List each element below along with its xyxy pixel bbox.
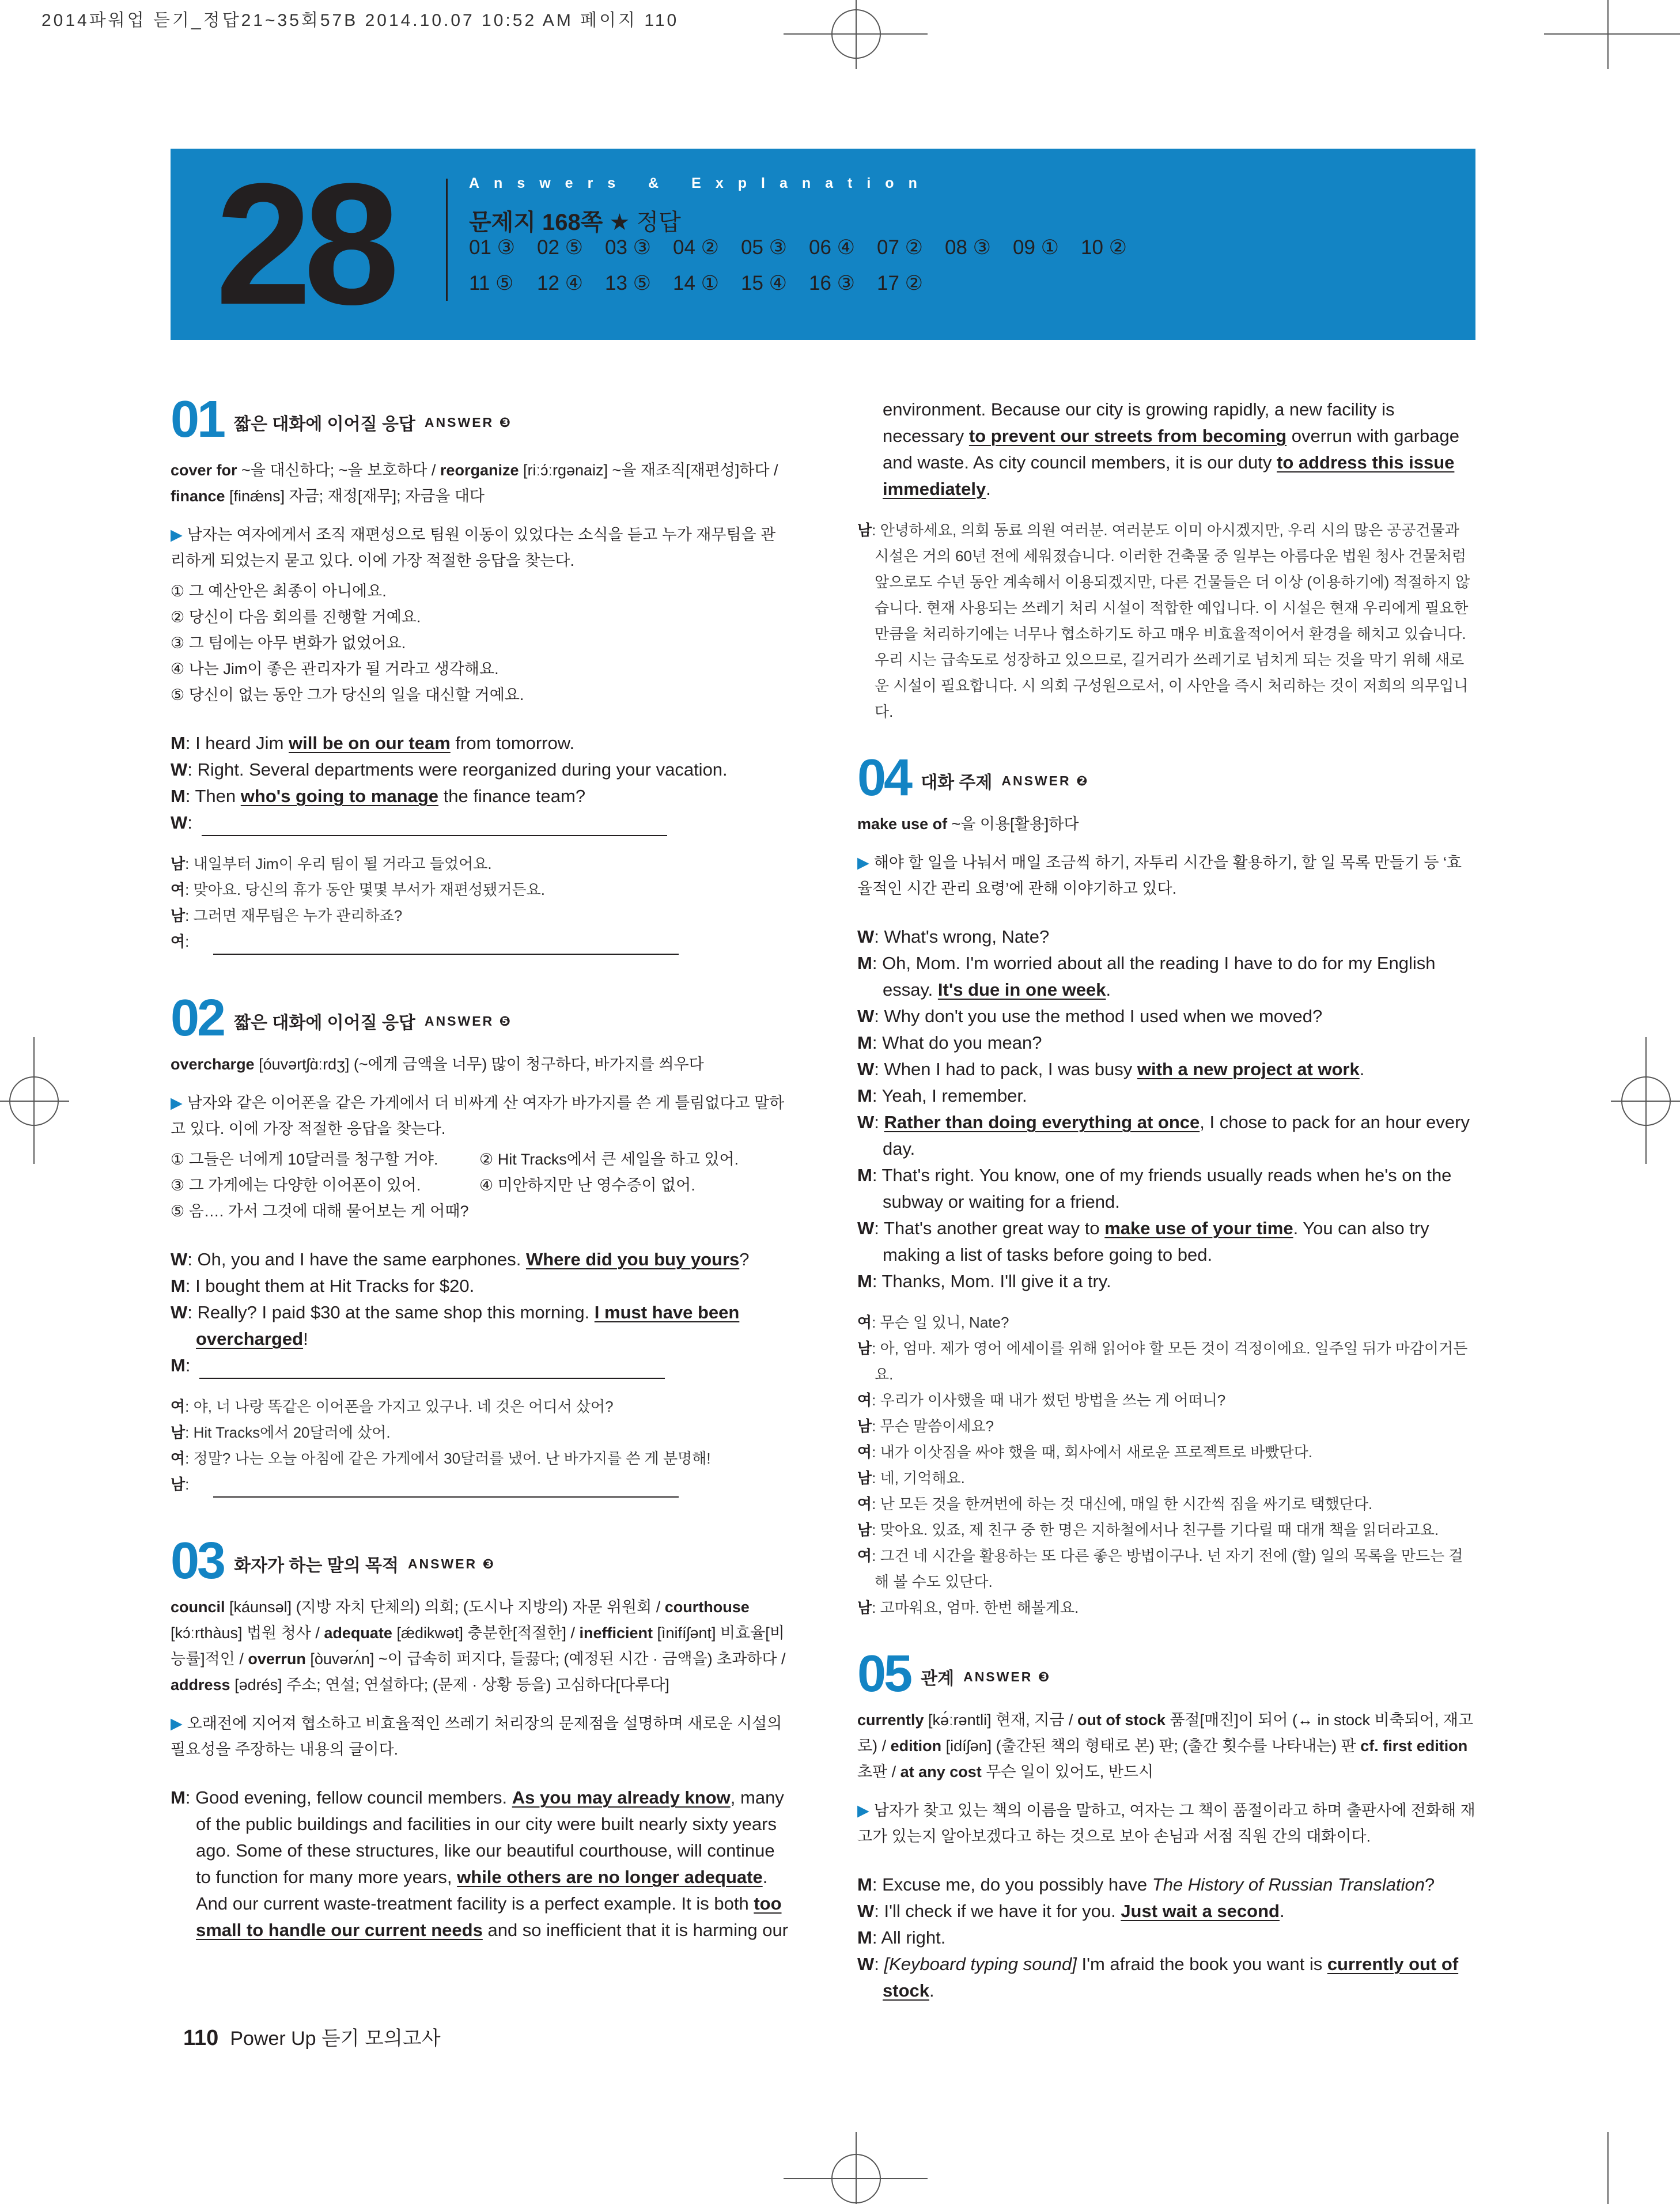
question-type: 짧은 대화에 이어질 응답 — [234, 415, 415, 434]
answer-options — [171, 579, 789, 708]
script-line: W: Oh, you and I have the same earphones. Where did you buy yours? — [171, 1249, 750, 1269]
option: ② 당신이 다음 회의를 진행할 거예요. — [171, 608, 421, 626]
crop-mark — [1607, 2132, 1609, 2204]
answer-item: 02 ⑤ — [537, 236, 584, 259]
translation-line: 여: 그건 네 시간을 활용하는 또 다른 좋은 방법이구나. 넌 자기 전에 (할) 일의 목록을 만드는 걸 해 볼 수도 있단다. — [857, 1547, 1463, 1590]
registration-mark — [831, 9, 881, 59]
answer-item: 06 ④ — [809, 236, 856, 259]
answer-item: 13 ⑤ — [605, 272, 652, 294]
explanation: ▶ 남자와 같은 이어폰을 같은 가게에서 더 비싸게 산 여자가 바가지를 쓴 게 틀림없다고 말하고 있다. 이에 가장 적절한 응답을 찾는다. — [171, 1094, 785, 1137]
script-line: M: All right. — [857, 1927, 946, 1948]
script-line: M: I bought them at Hit Tracks for $20. — [171, 1276, 475, 1296]
translation-line: 남: 아, 엄마. 제가 영어 에세이를 위해 읽어야 할 모든 것이 걱정이에요. 일주일 뒤가 마감이거든요. — [857, 1340, 1468, 1383]
answer-badge: ANSWER ❺ — [424, 1013, 513, 1029]
answer-row-2 — [469, 272, 945, 295]
question-type: 짧은 대화에 이어질 응답 — [234, 1014, 415, 1033]
option: ① 그 예산안은 최종이 아니에요. — [171, 583, 387, 600]
crop-mark — [1544, 33, 1680, 35]
print-info: 2014파워업 듣기_정답21~35회57B 2014.10.07 10:52 AM 페이지 110 — [41, 11, 679, 30]
vocabulary: make use of ~을 이용[활용]하다 — [857, 815, 1079, 833]
question-03-heading — [171, 1531, 789, 1591]
translation-line: 남: 안녕하세요, 의회 동료 의원 여러분. 여러분도 이미 아시겠지만, 우리 시의 많은 공공건물과 시설은 거의 60년 전에 세워졌습니다. 이러한 건축물 중 일부는 아름다운 법원 청사 건물처럼 앞으로도 수년 동안 계속해서 이용되겠지만, 다른 건물들은 더 이상 (이용하기에) 적절하지 않습니다. 현재 사용되는 쓰레기 처리 시설이 적합한 예입니다. 이 시설은 현재 우리에게 필요한 만큼을 처리하기에는 너무나 협소하기도 하고 매우 비효율적이어서 환경을 해치고 있습니다. 우리 시는 급속도로 성장하고 있으므로, 길거리가 쓰레기로 넘치게 되는 것을 막기 위해 새로운 시설이 필요합니다. 시 의회 구성원으로서, 이 사안을 즉시 처리하는 것이 저희의 의무입니다. — [857, 521, 1470, 720]
translation-line: 여: 무슨 일 있니, Nate? — [857, 1314, 1009, 1331]
answers-label: Answers & Explanation — [469, 175, 932, 191]
translation-line: 남: 고마워요, 엄마. 한번 해볼게요. — [857, 1599, 1079, 1616]
script-line: M: Excuse me, do you possibly have The History of Russian Translation? — [857, 1874, 1435, 1895]
question-02-heading — [171, 988, 789, 1048]
translation — [857, 517, 1475, 725]
translation-line: 여: 내가 이삿짐을 싸야 했을 때, 회사에서 새로운 프로젝트로 바빴단다. — [857, 1443, 1312, 1461]
translation-line: 남: 맞아요. 있죠, 제 친구 중 한 명은 지하철에서나 친구를 기다릴 때 대개 책을 읽더라고요. — [857, 1521, 1439, 1538]
script-line: M: Good evening, fellow council members. As you may already know, many of the public buildings and facilities in our city were built nearly sixty years ago. Some of these structures, like our beautiful courthouse, will continue to function for many more years, while others are no longer adequate. And our current waste-treatment facility is a perfect example. It is both too small to handle our current needs and so inefficient that it is harming our — [171, 1787, 789, 1940]
answer-blank — [199, 1360, 665, 1379]
option: ③ 그 가게에는 다양한 이어폰이 있어. — [171, 1177, 421, 1194]
question-number: 03 — [171, 1532, 224, 1590]
answer-item: 01 ③ — [469, 236, 516, 259]
translation-line: 여: — [171, 929, 789, 955]
option: ② Hit Tracks에서 큰 세일을 하고 있어. — [479, 1151, 739, 1168]
script-line: W: What's wrong, Nate? — [857, 927, 1050, 947]
registration-mark — [1621, 1076, 1671, 1126]
header-divider — [446, 179, 448, 301]
script-line: M: I heard Jim will be on our team from tomorrow. — [171, 733, 575, 753]
question-04-heading — [857, 748, 1475, 808]
answer-item: 04 ② — [673, 236, 720, 259]
answer-item: 16 ③ — [809, 272, 856, 294]
answer-item: 11 ⑤ — [469, 272, 514, 294]
script-line: W: Why don't you use the method I used when we moved? — [857, 1006, 1323, 1026]
triangle-icon: ▶ — [171, 1094, 183, 1112]
answer-blank — [213, 1480, 679, 1498]
answer-item: 10 ② — [1081, 236, 1127, 259]
question-number: 01 — [171, 391, 224, 448]
script-line: W: Rather than doing everything at once, I chose to pack for an hour every day. — [857, 1112, 1470, 1159]
option: ① 그들은 너에게 10달러를 청구할 거야. — [171, 1151, 438, 1168]
script-line: M: — [171, 1352, 789, 1379]
question-type: 화자가 하는 말의 목적 — [234, 1556, 399, 1575]
answer-blank — [202, 818, 667, 836]
script-line: M: Thanks, Mom. I'll give it a try. — [857, 1271, 1111, 1291]
vocabulary: overcharge [óuvərtʃɑ̀ːrdʒ] (~에게 금액을 너무) 많이 청구하다, 바가지를 씌우다 — [171, 1056, 704, 1073]
answer-item: 14 ① — [673, 272, 720, 294]
script — [857, 1872, 1475, 2004]
answer-badge: ANSWER ❷ — [1001, 773, 1089, 788]
script-line: W: That's another great way to make use of your time. You can also try making a list of tasks before going to bed. — [857, 1218, 1429, 1265]
script — [171, 1246, 789, 1379]
question-01-heading — [171, 390, 789, 449]
script — [171, 730, 789, 836]
translation-line: 여: 맞아요. 당신의 휴가 동안 몇몇 부서가 재편성됐거든요. — [171, 881, 545, 898]
question-type: 관계 — [921, 1669, 955, 1688]
translation-line: 여: 정말? 나는 오늘 아침에 같은 가게에서 30달러를 냈어. 난 바가지를 쓴 게 분명해! — [171, 1450, 711, 1467]
option: ④ 나는 Jim이 좋은 관리자가 될 거라고 생각해요. — [171, 660, 499, 678]
option: ⑤ 당신이 없는 동안 그가 당신의 일을 대신할 거예요. — [171, 686, 524, 704]
answer-item: 15 ④ — [741, 272, 788, 294]
vocabulary: cover for ~을 대신하다; ~을 보호하다 / reorganize [riːɔ́ːrgənaiz] ~을 재조직[재편성]하다 / finance [finǽns] 자금; 재정[재무]; 자금을 대다 — [171, 462, 778, 505]
script-line: W: Right. Several departments were reorganized during your vacation. — [171, 759, 728, 780]
translation-line: 남: 내일부터 Jim이 우리 팀이 될 거라고 들었어요. — [171, 855, 492, 872]
script-line: M: Oh, Mom. I'm worried about all the reading I have to do for my English essay. It's due in one week. — [857, 953, 1436, 1000]
answer-row-1 — [469, 236, 1149, 259]
answer-item: 17 ② — [877, 272, 924, 294]
vocabulary: council [káunsəl] (지방 자치 단체의) 의회; (도시나 지방의) 자문 위원회 / courthouse [kɔ́ːrthàus] 법원 청사 / adequate [ǽdikwət] 충분한[적절한] / inefficient [ìnifíʃənt] 비효율[비능률]적인 / overrun [òuvərʌ́n] ~이 급속히 퍼지다, 들끓다; (예정된 시간 · 금액을) 초과하다 / address [ədrés] 주소; 연설; 연설하다; (문제 · 상황 등을) 고심하다[다루다] — [171, 1598, 786, 1693]
script — [171, 1785, 789, 1944]
option: ④ 미안하지만 난 영수증이 없어. — [479, 1177, 695, 1194]
script-line: W: Really? I paid $30 at the same shop this morning. I must have been overcharged! — [171, 1302, 740, 1349]
header-title: 문제지 168쪽 ★ 정답 — [469, 210, 681, 235]
answer-item: 05 ③ — [741, 236, 788, 259]
script-line: W: — [171, 810, 789, 836]
translation — [171, 1394, 789, 1498]
translation-line: 여: 야, 너 나랑 똑같은 이어폰을 가지고 있구나. 네 것은 어디서 샀어? — [171, 1398, 614, 1415]
script-continued: environment. Because our city is growing rapidly, a new facility is necessary to prevent our streets from becoming overrun with garbage and waste. As city council members, it is our duty to address this issue immediately. — [883, 399, 1459, 499]
answer-blank — [213, 937, 679, 955]
triangle-icon: ▶ — [857, 854, 869, 871]
translation-line: 여: 난 모든 것을 한꺼번에 하는 것 대신에, 매일 한 시간씩 짐을 싸기로 택했단다. — [857, 1495, 1373, 1513]
explanation: ▶ 남자가 찾고 있는 책의 이름을 말하고, 여자는 그 책이 품절이라고 하며 출판사에 전화해 재고가 있는지 알아보겠다고 하는 것으로 보아 손님과 서점 직원 간의 대화이다. — [857, 1802, 1475, 1845]
translation-line: 남: 네, 기억해요. — [857, 1469, 965, 1487]
answer-item: 07 ② — [877, 236, 924, 259]
left-column — [171, 390, 789, 1944]
option: ⑤ 음…. 가서 그것에 대해 물어보는 게 어때? — [171, 1203, 469, 1220]
script-line: M: Yeah, I remember. — [857, 1086, 1027, 1106]
translation-line: 남: 그러면 재무팀은 누가 관리하죠? — [171, 907, 403, 924]
page-number: 110 — [183, 2026, 219, 2050]
script-line: W: When I had to pack, I was busy with a new project at work. — [857, 1059, 1365, 1079]
translation-line: 여: 우리가 이사했을 때 내가 썼던 방법을 쓰는 게 어떠니? — [857, 1392, 1226, 1409]
question-number: 05 — [857, 1645, 911, 1703]
page-footer — [183, 2022, 441, 2051]
vocabulary: currently [kə́ːrəntli] 현재, 지금 / out of stock 품절[매진]이 되어 (↔ in stock 비축되어, 재고로) / edition [idíʃən] (출간된 책의 형태로 본) 판; (출간 횟수를 나타내는) 판 cf. first edition 초판 / at any cost 무슨 일이 있어도, 반드시 — [857, 1711, 1474, 1780]
answer-options — [171, 1147, 789, 1224]
script-line: M: What do you mean? — [857, 1033, 1042, 1053]
question-type: 대화 주제 — [921, 773, 993, 792]
translation-line: 남: — [171, 1472, 789, 1498]
answer-badge: ANSWER ❸ — [407, 1556, 496, 1571]
explanation: ▶ 해야 할 일을 나눠서 매일 조금씩 하기, 자투리 시간을 활용하기, 할 일 목록 만들기 등 ‘효율적인 시간 관리 요령’에 관해 이야기하고 있다. — [857, 854, 1462, 897]
right-column — [857, 396, 1475, 2004]
option: ③ 그 팀에는 아무 변화가 없었어요. — [171, 634, 406, 652]
question-number: 04 — [857, 749, 911, 807]
answer-badge: ANSWER ❸ — [963, 1669, 1051, 1684]
explanation: ▶ 오래전에 지어져 협소하고 비효율적인 쓰레기 처리장의 문제점을 설명하며 새로운 시설의 필요성을 주장하는 내용의 글이다. — [171, 1715, 782, 1758]
triangle-icon: ▶ — [171, 526, 183, 543]
question-05-heading — [857, 1644, 1475, 1704]
registration-mark — [831, 2154, 881, 2203]
script-line: M: That's right. You know, one of my friends usually reads when he's on the subway or waiting for a friend. — [857, 1165, 1452, 1212]
book-title: Power Up 듣기 모의고사 — [230, 2028, 441, 2050]
answer-badge: ANSWER ❸ — [424, 414, 513, 430]
translation-line: 남: Hit Tracks에서 20달러에 샀어. — [171, 1424, 391, 1441]
answer-item: 03 ③ — [605, 236, 652, 259]
script-line: W: [Keyboard typing sound] I'm afraid the book you want is currently out of stock. — [857, 1954, 1459, 2001]
triangle-icon: ▶ — [857, 1802, 869, 1819]
registration-mark — [9, 1076, 59, 1126]
script — [857, 924, 1475, 1295]
question-number: 02 — [171, 989, 224, 1047]
triangle-icon: ▶ — [171, 1715, 183, 1732]
explanation: ▶ 남자는 여자에게서 조직 재편성으로 팀원 이동이 있었다는 소식을 듣고 누가 재무팀을 관리하게 되었는지 묻고 있다. 이에 가장 적절한 응답을 찾는다. — [171, 526, 776, 569]
answer-header — [171, 149, 1475, 340]
answer-item: 08 ③ — [945, 236, 992, 259]
script-line: W: I'll check if we have it for you. Just wait a second. — [857, 1901, 1285, 1921]
script-line: M: Then who's going to manage the finance team? — [171, 786, 586, 806]
test-number: 28 — [215, 147, 392, 341]
translation — [171, 851, 789, 955]
crop-mark — [1607, 0, 1609, 69]
translation-line: 남: 무슨 말씀이세요? — [857, 1417, 994, 1435]
answer-item: 09 ① — [1013, 236, 1060, 259]
translation — [857, 1310, 1475, 1621]
answer-item: 12 ④ — [537, 272, 584, 294]
